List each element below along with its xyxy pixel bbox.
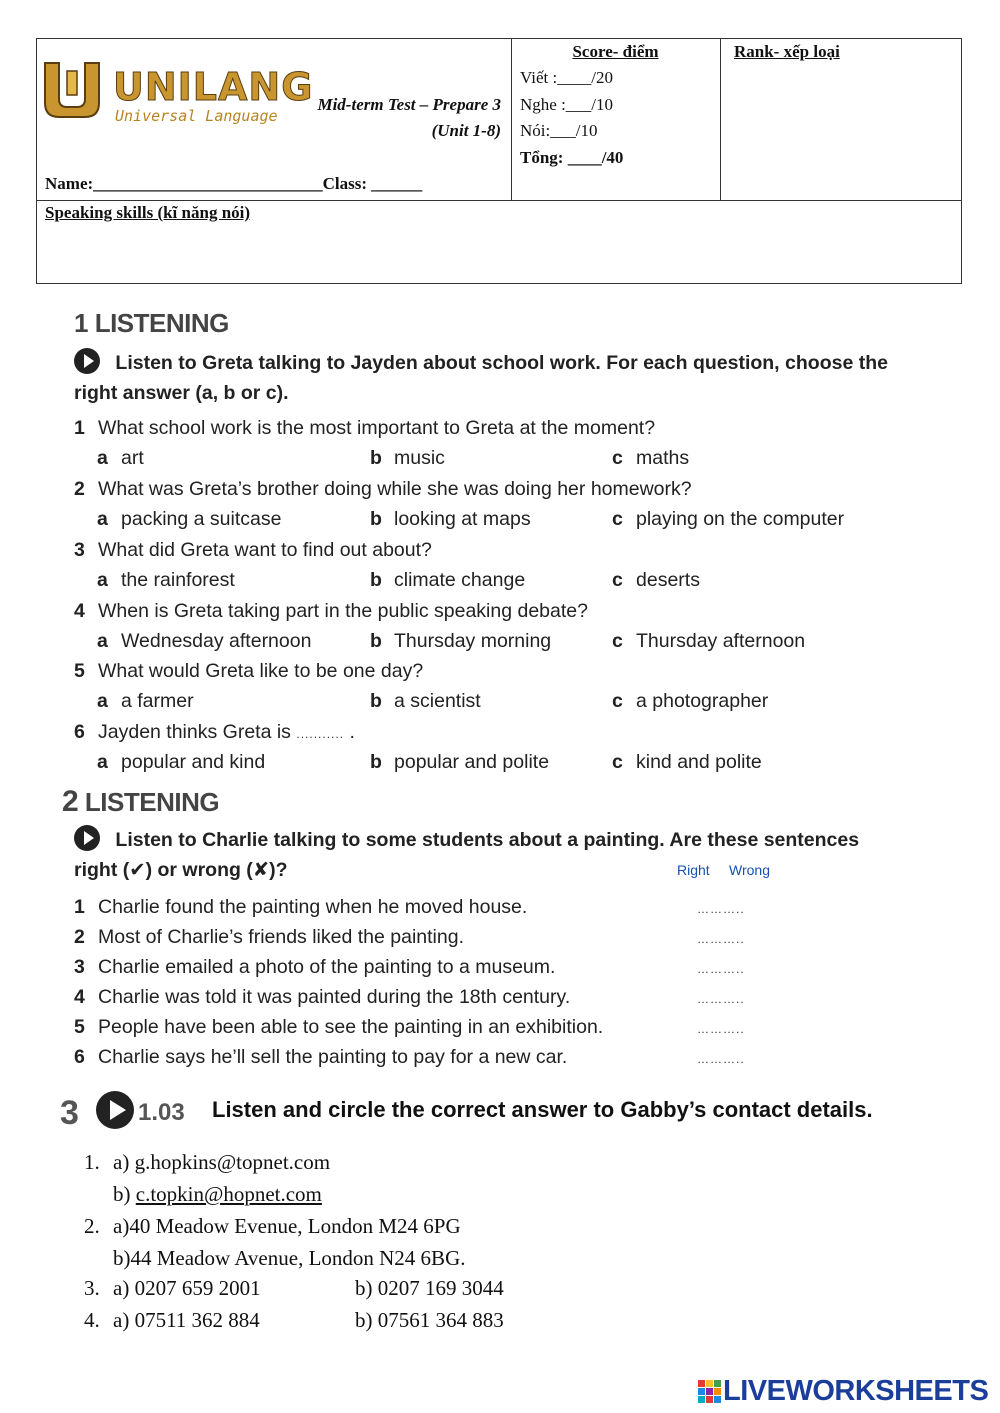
question-text: What was Greta’s brother doing while she was doing her homework? <box>98 478 692 500</box>
speaking-skills-label: Speaking skills (kĩ năng nói) <box>45 203 251 222</box>
option-letter: b <box>370 508 382 530</box>
statement <box>74 956 555 979</box>
option-letter: c <box>612 447 623 469</box>
option-letter: a <box>97 751 108 773</box>
question <box>74 721 355 744</box>
question-text: Jayden thinks Greta is <box>98 721 291 743</box>
section2-instruction-line2: right (✔) or wrong (✘)? <box>74 859 288 881</box>
section1-instruction <box>74 348 974 411</box>
section2-title-text: LISTENING <box>84 787 220 817</box>
statement <box>74 1016 603 1039</box>
choice-a[interactable]: a) 07511 362 884 <box>113 1308 260 1332</box>
logo-subtitle: Universal Language <box>115 107 278 125</box>
question <box>74 539 432 562</box>
option-text: deserts <box>636 569 700 591</box>
statement-number: 2 <box>74 926 85 948</box>
answer-blank[interactable]: ……….. <box>697 932 745 946</box>
statement <box>74 986 570 1009</box>
option-text: looking at maps <box>394 508 531 530</box>
answer-blank[interactable]: ……….. <box>697 1022 745 1036</box>
option-letter: a <box>97 690 108 712</box>
option-text: Wednesday afternoon <box>121 630 312 652</box>
score-speaking[interactable]: Nói:___/10 <box>520 121 598 140</box>
statement-text: Charlie found the painting when he moved house. <box>98 896 528 918</box>
answer-option[interactable] <box>97 751 265 774</box>
option-letter: c <box>612 690 623 712</box>
choice-b[interactable]: b) 0207 169 3044 <box>355 1276 504 1300</box>
answer-blank[interactable]: ……….. <box>697 962 745 976</box>
choice-a[interactable]: a) 0207 659 2001 <box>113 1276 261 1300</box>
statement <box>74 896 527 919</box>
section2-instruction <box>74 825 974 888</box>
option-letter: a <box>97 447 108 469</box>
question-number: 4 <box>74 600 85 622</box>
option-text: a scientist <box>394 690 481 712</box>
liveworksheets-logo-icon <box>698 1380 722 1404</box>
section3-instruction: Listen and circle the correct answer to Gabby’s contact details. <box>212 1097 873 1122</box>
section3-track: 1.03 <box>138 1099 185 1126</box>
statement-text: People have been able to see the painting in an exhibition. <box>98 1016 604 1038</box>
statement-number: 3 <box>74 956 85 978</box>
question-number: 6 <box>74 721 85 743</box>
question-number: 2 <box>74 478 85 500</box>
option-letter: b <box>370 690 382 712</box>
item-number: 4. <box>84 1308 100 1332</box>
answer-option[interactable] <box>370 630 551 653</box>
option-text: art <box>121 447 144 469</box>
statement-number: 4 <box>74 986 85 1008</box>
choice-b[interactable]: b) 07561 364 883 <box>355 1308 504 1332</box>
question-number: 1 <box>74 417 85 439</box>
answer-option[interactable] <box>97 508 281 531</box>
section1-title-text: LISTENING <box>94 308 229 338</box>
answer-option[interactable] <box>370 569 525 592</box>
play-icon[interactable] <box>74 825 100 851</box>
section1-instruction-line2: right answer (a, b or c). <box>74 382 289 404</box>
option-text: packing a suitcase <box>121 508 282 530</box>
statement-text: Charlie says he’ll sell the painting to pay for a new car. <box>98 1046 568 1068</box>
test-title-line1: Mid-term Test – Prepare 3 <box>317 95 501 114</box>
option-text: music <box>394 447 445 469</box>
choice-a[interactable]: a)40 Meadow Evenue, London M24 6PG <box>113 1214 461 1238</box>
answer-blank[interactable]: ……….. <box>697 992 745 1006</box>
header-table <box>36 38 962 284</box>
answer-option[interactable] <box>612 447 689 470</box>
question-text: What would Greta like to be one day? <box>98 660 424 682</box>
question <box>74 600 588 623</box>
name-class-field[interactable]: Name:___________________________Class: ______ <box>45 174 423 193</box>
answer-option[interactable] <box>612 630 805 653</box>
option-letter: b <box>370 569 382 591</box>
option-letter: c <box>612 508 623 530</box>
question-text: What did Greta want to find out about? <box>98 539 432 561</box>
section2-instruction-line1: Listen to Charlie talking to some students about a painting. Are these sentences <box>115 829 860 851</box>
row-divider <box>37 200 961 201</box>
option-text: popular and kind <box>121 751 266 773</box>
answer-option[interactable] <box>612 690 768 713</box>
answer-option[interactable] <box>97 569 235 592</box>
answer-option[interactable] <box>612 508 844 531</box>
score-listening[interactable]: Nghe :___/10 <box>520 95 614 114</box>
option-letter: a <box>97 508 108 530</box>
answer-option[interactable] <box>612 569 700 592</box>
statement-number: 1 <box>74 896 85 918</box>
answer-option[interactable] <box>370 690 481 713</box>
section2-title <box>62 785 219 819</box>
column-divider <box>511 39 512 200</box>
statement-number: 5 <box>74 1016 85 1038</box>
statement-text: Most of Charlie’s friends liked the painting. <box>98 926 464 948</box>
wrong-column-header: Wrong <box>729 862 770 878</box>
play-icon[interactable] <box>96 1091 134 1129</box>
option-text: popular and polite <box>394 751 550 773</box>
question-text: When is Greta taking part in the public speaking debate? <box>98 600 588 622</box>
score-total[interactable]: Tổng: ____/40 <box>520 148 624 167</box>
option-text: kind and polite <box>636 751 762 773</box>
answer-option[interactable] <box>97 690 194 713</box>
option-text: playing on the computer <box>636 508 845 530</box>
option-letter: c <box>612 751 623 773</box>
item-number: 2. <box>84 1214 100 1238</box>
question <box>74 660 423 683</box>
item-number: 3. <box>84 1276 100 1300</box>
question-number: 3 <box>74 539 85 561</box>
option-text: a farmer <box>121 690 194 712</box>
option-text: the rainforest <box>121 569 235 591</box>
answer-option[interactable] <box>97 447 144 470</box>
score-heading: Score- điểm <box>572 42 659 61</box>
statement-text: Charlie emailed a photo of the painting to a museum. <box>98 956 556 978</box>
answer-option[interactable] <box>370 751 549 774</box>
test-title-line2: (Unit 1-8) <box>431 121 501 140</box>
option-letter: c <box>612 569 623 591</box>
statement-number: 6 <box>74 1046 85 1068</box>
option-text: climate change <box>394 569 526 591</box>
statement <box>74 1046 567 1069</box>
choice-b[interactable]: b)44 Meadow Avenue, London N24 6BG. <box>113 1246 466 1270</box>
unilang-logo-icon <box>41 59 103 119</box>
answer-option[interactable] <box>97 630 311 653</box>
liveworksheets-brand: LIVEWORKSHEETS <box>723 1375 989 1407</box>
answer-option[interactable] <box>612 751 762 774</box>
answer-blank[interactable]: ……….. <box>697 902 745 916</box>
section1-title <box>74 308 229 339</box>
question-end: . <box>349 721 355 743</box>
answer-blank[interactable]: ……….. <box>697 1052 745 1066</box>
statement-text: Charlie was told it was painted during the 18th century. <box>98 986 571 1008</box>
option-letter: a <box>97 569 108 591</box>
item-number: 1. <box>84 1150 100 1174</box>
option-text: Thursday morning <box>394 630 552 652</box>
question-number: 5 <box>74 660 85 682</box>
answer-option[interactable] <box>370 508 531 531</box>
option-letter: b <box>370 447 382 469</box>
option-letter: b <box>370 751 382 773</box>
option-text: Thursday afternoon <box>636 630 806 652</box>
test-title <box>261 95 501 141</box>
email-link[interactable]: c.topkin@hopnet.com <box>135 1182 322 1206</box>
statement <box>74 926 464 949</box>
choice-b[interactable] <box>113 1182 322 1207</box>
section1-number: 1 <box>74 308 88 338</box>
choice-label: b) <box>113 1182 136 1206</box>
option-letter: b <box>370 630 382 652</box>
question-text: What school work is the most important to Greta at the moment? <box>98 417 656 439</box>
question <box>74 417 655 440</box>
right-column-header: Right <box>677 862 710 878</box>
section3-number: 3 <box>60 1094 79 1132</box>
option-letter: c <box>612 630 623 652</box>
answer-option[interactable] <box>370 447 445 470</box>
score-writing[interactable]: Viết :____/20 <box>520 68 613 87</box>
section1-instruction-line1: Listen to Greta talking to Jayden about school work. For each question, choose the <box>115 352 888 374</box>
section2-number: 2 <box>62 785 79 818</box>
option-text: maths <box>636 447 690 469</box>
play-icon[interactable] <box>74 348 100 374</box>
column-divider <box>720 39 721 200</box>
choice-a[interactable]: a) g.hopkins@topnet.com <box>113 1150 331 1174</box>
option-letter: a <box>97 630 108 652</box>
answer-blank[interactable]: ........... <box>296 727 345 741</box>
logo-wordmark: UNILANG <box>113 65 314 109</box>
question <box>74 478 692 501</box>
rank-heading: Rank- xếp loại <box>734 42 840 61</box>
option-text: a photographer <box>636 690 769 712</box>
